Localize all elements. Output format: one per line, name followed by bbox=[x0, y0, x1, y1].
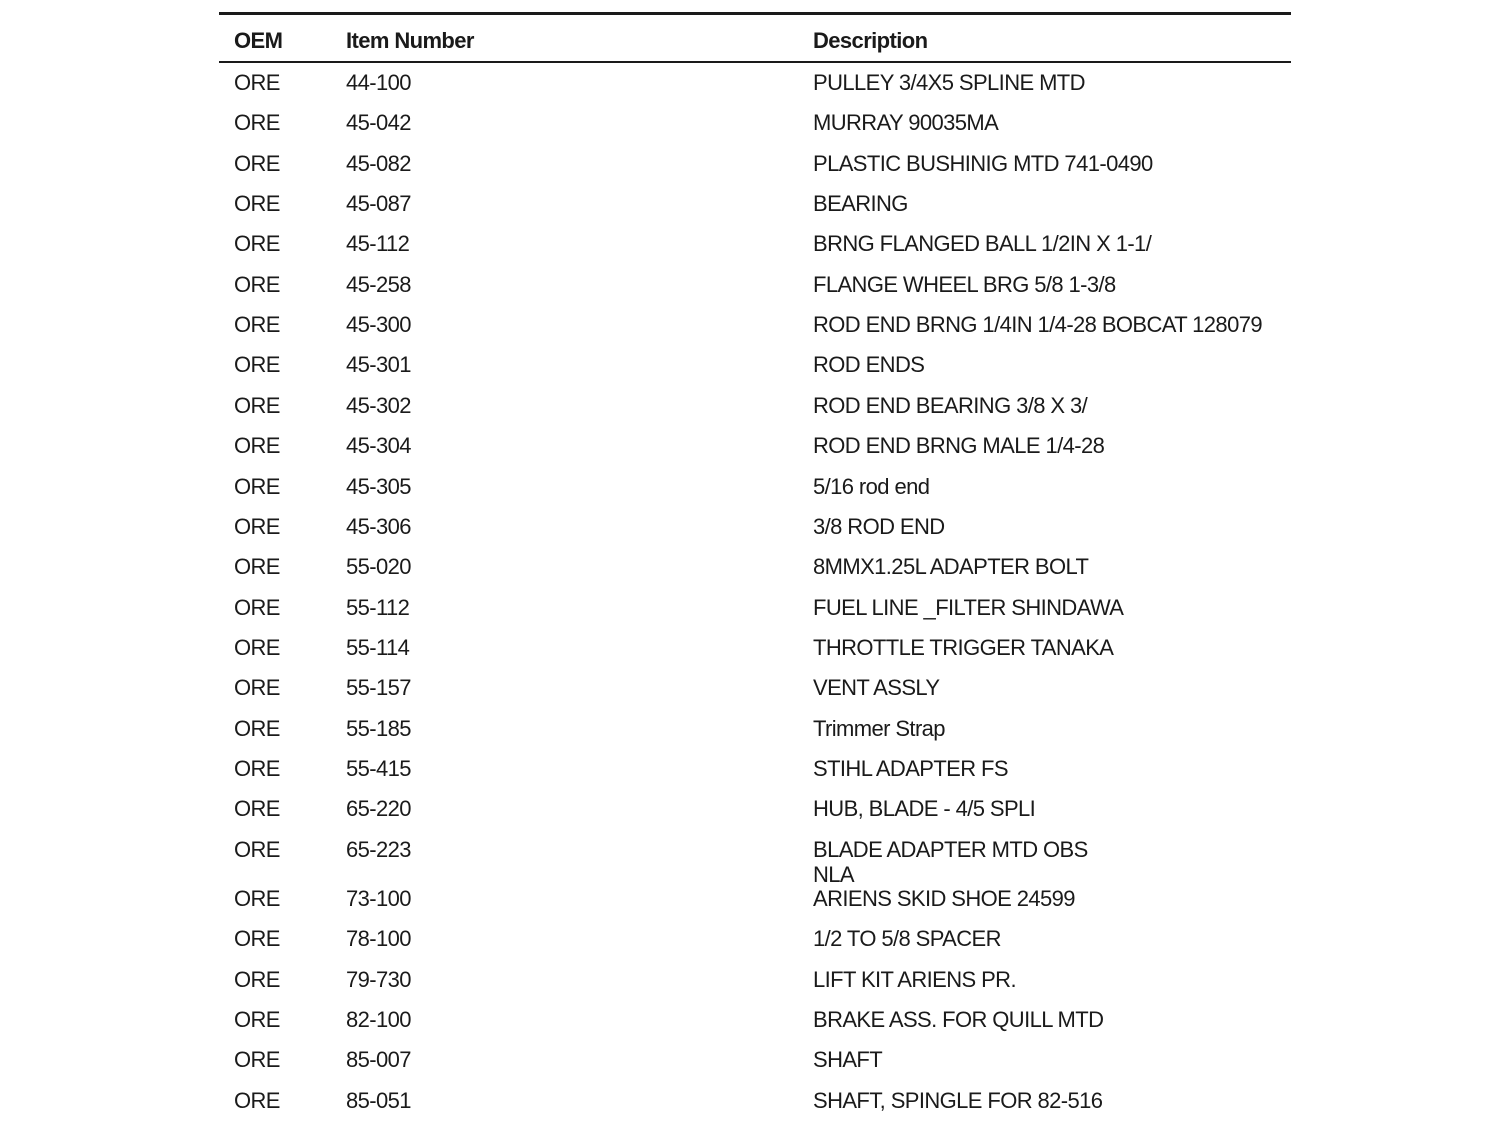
table-row bbox=[219, 595, 1291, 635]
table-row bbox=[219, 474, 1291, 514]
cell-item-number: 73-100 bbox=[346, 886, 411, 911]
cell-description: BRAKE ASS. FOR QUILL MTD bbox=[813, 1007, 1104, 1033]
header-item-number: Item Number bbox=[346, 28, 474, 53]
cell-oem: ORE bbox=[234, 1047, 280, 1073]
cell-item-number: 55-185 bbox=[346, 715, 411, 741]
cell-item-number: 45-087 bbox=[346, 191, 411, 217]
cell-item-number: 45-112 bbox=[346, 231, 410, 257]
cell-oem: ORE bbox=[234, 966, 280, 992]
cell-description: BRNG FLANGED BALL 1/2IN X 1-1/ bbox=[813, 231, 1152, 257]
cell-oem: ORE bbox=[234, 392, 280, 418]
cell-oem: ORE bbox=[234, 352, 280, 378]
cell-oem: ORE bbox=[234, 150, 280, 176]
cell-oem: ORE bbox=[234, 191, 280, 217]
cell-description: 5/16 rod end bbox=[813, 473, 930, 499]
cell-description: 8MMX1.25L ADAPTER BOLT bbox=[813, 554, 1089, 580]
cell-item-number: 45-306 bbox=[346, 513, 411, 539]
cell-description-note: NLA bbox=[813, 861, 854, 887]
cell-item-number: 85-051 bbox=[346, 1087, 411, 1113]
table-row bbox=[219, 554, 1291, 594]
header-oem: OEM bbox=[234, 28, 283, 53]
table-row bbox=[219, 796, 1291, 836]
cell-item-number: 65-223 bbox=[346, 836, 411, 862]
cell-item-number: 55-020 bbox=[346, 554, 411, 580]
cell-description: ROD END BRNG MALE 1/4-28 bbox=[813, 433, 1105, 459]
table-row bbox=[219, 756, 1291, 796]
table-row bbox=[219, 514, 1291, 554]
cell-oem: ORE bbox=[234, 756, 280, 781]
cell-description: MURRAY 90035MA bbox=[813, 110, 999, 136]
table-row bbox=[219, 836, 1291, 887]
cell-item-number: 55-157 bbox=[346, 675, 411, 701]
table-row bbox=[219, 716, 1291, 756]
cell-item-number: 45-258 bbox=[346, 271, 411, 297]
cell-description: PLASTIC BUSHINIG MTD 741-0490 bbox=[813, 150, 1153, 176]
cell-description: LIFT KIT ARIENS PR. bbox=[813, 966, 1016, 992]
cell-oem: ORE bbox=[234, 433, 280, 459]
cell-oem: ORE bbox=[234, 796, 280, 822]
cell-description: PULLEY 3/4X5 SPLINE MTD bbox=[813, 70, 1085, 95]
cell-description: FLANGE WHEEL BRG 5/8 1-3/8 bbox=[813, 271, 1116, 297]
table-row bbox=[219, 312, 1291, 352]
cell-item-number: 79-730 bbox=[346, 966, 411, 992]
cell-description: Trimmer Strap bbox=[813, 715, 945, 741]
cell-oem: ORE bbox=[234, 271, 280, 297]
table-row bbox=[219, 70, 1291, 110]
table-row bbox=[219, 272, 1291, 312]
cell-oem: ORE bbox=[234, 836, 280, 862]
parts-table bbox=[219, 12, 1291, 1113]
table-row bbox=[219, 886, 1291, 926]
cell-description: VENT ASSLY bbox=[813, 675, 940, 701]
cell-description: FUEL LINE _FILTER SHINDAWA bbox=[813, 594, 1124, 620]
cell-item-number: 45-305 bbox=[346, 473, 411, 499]
cell-description: HUB, BLADE - 4/5 SPLI bbox=[813, 796, 1036, 822]
cell-description: BEARING bbox=[813, 191, 908, 217]
cell-item-number: 82-100 bbox=[346, 1007, 411, 1033]
cell-item-number: 45-082 bbox=[346, 150, 411, 176]
cell-oem: ORE bbox=[234, 715, 280, 741]
cell-item-number: 45-304 bbox=[346, 433, 411, 459]
cell-item-number: 85-007 bbox=[346, 1047, 411, 1073]
table-row bbox=[219, 191, 1291, 231]
cell-description: THROTTLE TRIGGER TANAKA bbox=[813, 634, 1114, 660]
cell-item-number: 45-300 bbox=[346, 312, 411, 338]
table-row bbox=[219, 110, 1291, 150]
cell-item-number: 45-302 bbox=[346, 392, 411, 418]
cell-description: ARIENS SKID SHOE 24599 bbox=[813, 886, 1075, 911]
table-row bbox=[219, 1047, 1291, 1087]
cell-item-number: 55-415 bbox=[346, 756, 411, 781]
cell-oem: ORE bbox=[234, 594, 280, 620]
cell-item-number: 65-220 bbox=[346, 796, 411, 822]
cell-oem: ORE bbox=[234, 473, 280, 499]
cell-item-number: 55-114 bbox=[346, 634, 410, 660]
cell-item-number: 45-042 bbox=[346, 110, 411, 136]
cell-oem: ORE bbox=[234, 1087, 280, 1113]
table-row bbox=[219, 1088, 1291, 1128]
cell-oem: ORE bbox=[234, 886, 280, 911]
cell-oem: ORE bbox=[234, 231, 280, 257]
table-row bbox=[219, 393, 1291, 433]
cell-oem: ORE bbox=[234, 634, 280, 660]
table-row bbox=[219, 151, 1291, 191]
table-row bbox=[219, 967, 1291, 1007]
cell-description: SHAFT bbox=[813, 1047, 883, 1073]
header-description: Description bbox=[813, 28, 928, 53]
cell-item-number: 55-112 bbox=[346, 594, 410, 620]
cell-description: 3/8 ROD END bbox=[813, 513, 945, 539]
cell-description: SHAFT, SPINGLE FOR 82-516 bbox=[813, 1087, 1103, 1113]
table-row bbox=[219, 926, 1291, 966]
table-row bbox=[219, 352, 1291, 392]
cell-description: 1/2 TO 5/8 SPACER bbox=[813, 926, 1001, 952]
cell-oem: ORE bbox=[234, 70, 280, 95]
cell-oem: ORE bbox=[234, 312, 280, 338]
cell-oem: ORE bbox=[234, 1007, 280, 1033]
cell-description: ROD ENDS bbox=[813, 352, 925, 378]
cell-description: BLADE ADAPTER MTD OBS bbox=[813, 836, 1088, 862]
cell-oem: ORE bbox=[234, 110, 280, 136]
table-row bbox=[219, 635, 1291, 675]
table-row bbox=[219, 231, 1291, 271]
table-row bbox=[219, 1007, 1291, 1047]
cell-oem: ORE bbox=[234, 554, 280, 580]
cell-oem: ORE bbox=[234, 513, 280, 539]
table-row bbox=[219, 675, 1291, 715]
cell-item-number: 45-301 bbox=[346, 352, 411, 378]
cell-description: ROD END BEARING 3/8 X 3/ bbox=[813, 392, 1088, 418]
cell-oem: ORE bbox=[234, 675, 280, 701]
cell-description: ROD END BRNG 1/4IN 1/4-28 BOBCAT 128079 bbox=[813, 312, 1262, 338]
cell-description: STIHL ADAPTER FS bbox=[813, 756, 1008, 781]
cell-item-number: 78-100 bbox=[346, 926, 411, 952]
cell-item-number: 44-100 bbox=[346, 70, 411, 95]
table-row bbox=[219, 433, 1291, 473]
cell-oem: ORE bbox=[234, 926, 280, 952]
table-header bbox=[219, 15, 1291, 63]
